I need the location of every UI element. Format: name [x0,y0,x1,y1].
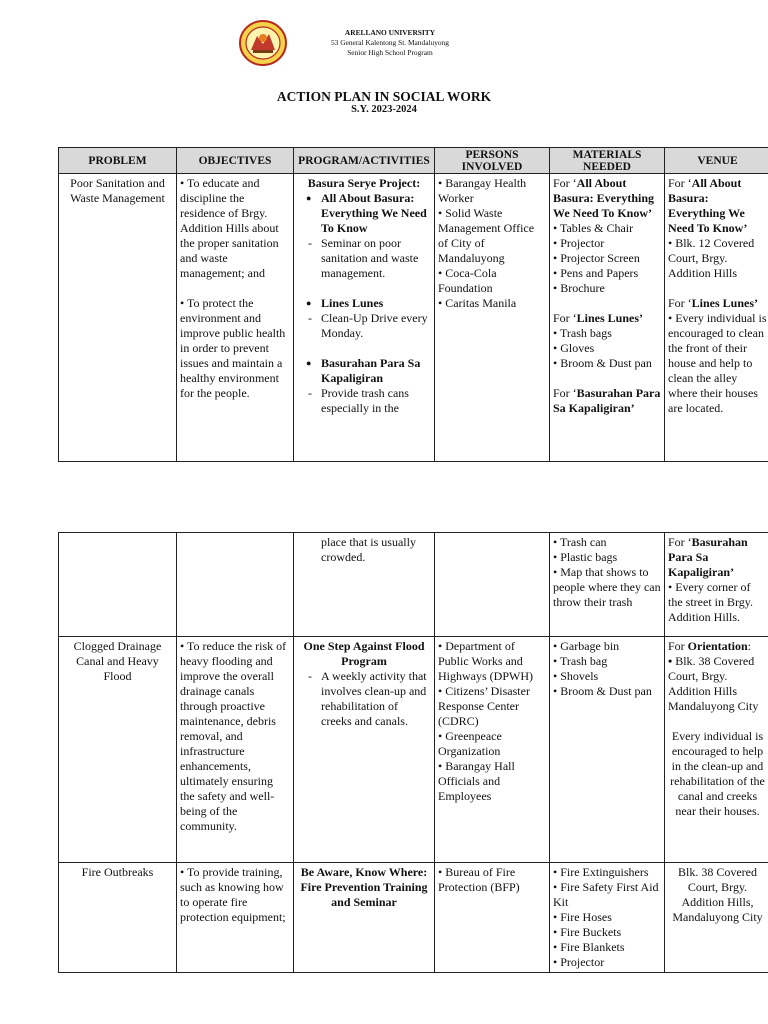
material-item: • Trash bag [553,654,608,668]
objectives-cell [177,174,294,462]
venue-group-title: For Orientation: [668,639,752,653]
venue-cell [665,174,768,462]
material-item: • Projector [553,236,605,250]
activities-cell [294,174,435,462]
materials-group-title: For ‘All About Basura: Everything We Need To Know’ [553,176,655,220]
objectives-cell [177,533,294,637]
table-row [59,863,768,973]
persons-cell [435,533,550,637]
material-item: • Fire Buckets [553,925,622,939]
university-seal-icon [239,20,287,66]
activity-desc: - Seminar on poor sanitation and waste management. [297,236,431,281]
materials-group-title: For ‘Lines Lunes’ [553,311,644,325]
materials-cell [550,174,665,462]
column-header-objectives: OBJECTIVES [177,148,294,174]
material-item: • Broom & Dust pan [553,356,652,370]
university-info [300,28,480,58]
material-item: • Map that shows to people where they can throw their trash [553,565,661,609]
problem-cell: Poor Sanitation and Waste Management [59,174,177,462]
venue-cell [665,637,768,863]
venue-item: Every individual is encouraged to help in the clean-up and rehabilitation of the canal and creeks near their houses. [670,729,765,818]
material-item: • Plastic bags [553,550,618,564]
university-address: 53 General Kalentong St. Mandaluyong [330,38,450,47]
problem-cell: Fire Outbreaks [59,863,177,973]
persons-cell [435,637,550,863]
material-item: • Garbage bin [553,639,620,653]
column-header-problem: PROBLEM [59,148,177,174]
venue-group-title: For ‘Basurahan Para Sa Kapaligiran’ [668,535,748,579]
material-item: • Broom & Dust pan [553,684,652,698]
action-plan-table-page-1 [58,147,768,462]
venue-group-title: For ‘Lines Lunes’ [668,296,759,310]
venue-item: • Every individual is encouraged to clean the front of their house and help to clean the alley where their houses are located. [668,311,767,415]
column-header-materials: MATERIALS NEEDED [550,148,665,174]
objective-item: • To protect the environment and improve public health in order to prevent issues and maintain a healthy environment for the people. [180,296,286,400]
objectives-cell: • To provide training, such as knowing how to operate fire protection equipment; [177,863,294,973]
person-item: • Barangay Hall Officials and Employees [438,759,515,803]
persons-cell [435,863,550,973]
program-title: One Step Against Flood Program [303,639,425,668]
column-header-persons: PERSONS INVOLVED [435,148,550,174]
activities-cell: Be Aware, Know Where: Fire Prevention Training and Seminar [294,863,435,973]
material-item: • Projector [553,955,605,969]
activity-desc-continued: place that is usually crowded. [321,535,416,564]
school-year: S.Y. 2023-2024 [351,104,417,115]
problem-cell: Clogged Drainage Canal and Heavy Flood [59,637,177,863]
materials-group-title: For ‘Basurahan Para Sa Kapaligiran’ [553,386,661,415]
person-item: • Bureau of Fire Protection (BFP) [438,865,520,894]
materials-cell [550,637,665,863]
material-item: • Fire Extinguishers [553,865,649,879]
activity-desc: - Provide trash cans especially in the [297,386,431,416]
person-item: • Barangay Health Worker [438,176,527,205]
material-item: • Fire Hoses [553,910,612,924]
activity-name: ● All About Basura: Everything We Need To Know [297,191,431,236]
material-item: • Trash bags [553,326,612,340]
action-plan-table-page-2 [58,532,768,973]
person-item: • Greenpeace Organization [438,729,502,758]
material-item: • Projector Screen [553,251,640,265]
project-title: Basura Serye Project: [307,176,421,190]
table-row [59,533,768,637]
person-item: • Coca-Cola Foundation [438,266,497,295]
column-header-venue: VENUE [665,148,768,174]
material-item: • Gloves [553,341,595,355]
material-item: • Fire Blankets [553,940,625,954]
material-item: • Trash can [553,535,607,549]
venue-cell [665,533,768,637]
material-item: • Tables & Chair [553,221,634,235]
activity-desc: - A weekly activity that involves clean-up and rehabilitation of creeks and canals. [297,669,431,729]
material-item: • Pens and Papers [553,266,639,280]
venue-cell: Blk. 38 Covered Court, Brgy. Addition Hills, Mandaluyong City [665,863,768,973]
person-item: • Solid Waste Management Office of City of Mandaluyong [438,206,535,265]
table-row [59,174,768,462]
activity-desc: - Clean-Up Drive every Monday. [297,311,431,341]
venue-item: • Blk. 12 Covered Court, Brgy. Addition Hills [668,236,755,280]
document-header [0,20,768,70]
page-title: ACTION PLAN IN SOCIAL WORK [276,89,492,104]
activity-name: ● Lines Lunes [297,296,431,311]
materials-cell [550,533,665,637]
material-item: • Fire Safety First Aid Kit [553,880,659,909]
activities-cell [294,533,435,637]
venue-item: • Every corner of the street in Brgy. Addition Hills. [668,580,753,624]
program-name: Senior High School Program [347,48,433,57]
person-item: • Department of Public Works and Highways (DPWH) [438,639,533,683]
materials-cell [550,863,665,973]
objective-item: • To educate and discipline the residence of Brgy. Addition Hills about the proper sanitation and waste management; and [180,176,279,280]
persons-cell [435,174,550,462]
activity-name: ● Basurahan Para Sa Kapaligiran [297,356,431,386]
university-name: ARELLANO UNIVERSITY [344,28,436,37]
venue-item: • Blk. 38 Covered Court, Brgy. Addition Hills Mandaluyong City [668,654,759,713]
problem-cell [59,533,177,637]
material-item: • Brochure [553,281,605,295]
table-row [59,637,768,863]
column-header-program: PROGRAM/ACTIVITIES [294,148,435,174]
person-item: • Caritas Manila [438,296,517,310]
activities-cell [294,637,435,863]
table-header-row [59,148,768,174]
material-item: • Shovels [553,669,599,683]
venue-group-title: For ‘All About Basura: Everything We Need To Know’ [668,176,748,235]
person-item: • Citizens’ Disaster Response Center (CDRC) [438,684,530,728]
document-title-block [0,89,768,116]
objectives-cell: • To reduce the risk of heavy flooding and improve the overall drainage canals through proactive maintenance, debris removal, and infrastructure enhancements, ultimately ensuring the safety and well-being of the community. [177,637,294,863]
